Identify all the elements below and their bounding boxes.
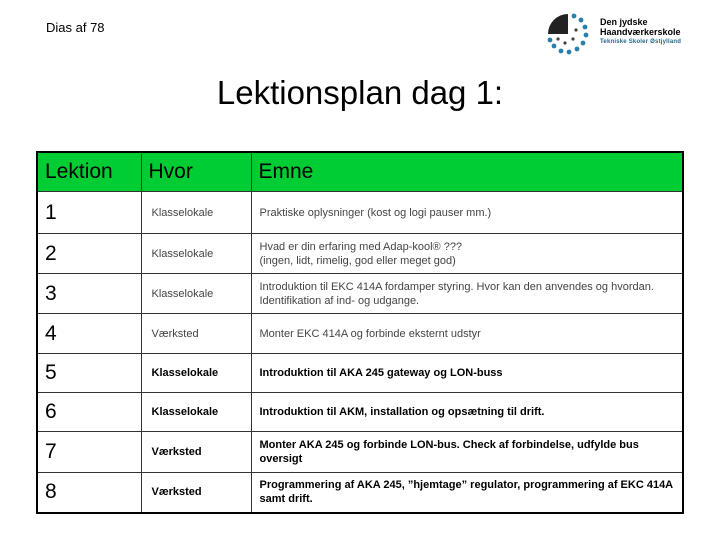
table-row: [37, 432, 683, 473]
lesson-number: 4: [37, 314, 141, 354]
header-lesson: Lektion: [37, 152, 141, 192]
lesson-number: 1: [37, 192, 141, 234]
logo-name: Den jydske Haandværkerskole: [600, 17, 681, 37]
table-row: [37, 274, 683, 314]
lesson-topic: Programmering af AKA 245, ”hjemtage” regulator, programmering af EKC 414A samt drift.: [251, 473, 683, 513]
table-row: [37, 314, 683, 354]
table-row: [37, 234, 683, 274]
header-where: Hvor: [141, 152, 251, 192]
header-topic: Emne: [251, 152, 683, 192]
lesson-location: Klasselokale: [141, 274, 251, 314]
lesson-location: Klasselokale: [141, 234, 251, 274]
lesson-topic: Hvad er din erfaring med Adap-kool® ??? (ingen, lidt, rimelig, god eller meget god): [251, 234, 683, 274]
lesson-location: Værksted: [141, 314, 251, 354]
table-header-row: [37, 152, 683, 192]
lesson-topic: Monter EKC 414A og forbinde eksternt udstyr: [251, 314, 683, 354]
school-logo: [540, 8, 690, 58]
lesson-location: Klasselokale: [141, 393, 251, 432]
lesson-location: Klasselokale: [141, 354, 251, 393]
lesson-number: 7: [37, 432, 141, 473]
lesson-plan-table: [36, 151, 684, 514]
lesson-topic: Monter AKA 245 og forbinde LON-bus. Check af forbindelse, udfylde bus oversigt: [251, 432, 683, 473]
lesson-topic: Introduktion til EKC 414A fordamper styring. Hvor kan den anvendes og hvordan. Identifikation af ind- og udgange.: [251, 274, 683, 314]
lesson-number: 8: [37, 473, 141, 513]
lesson-location: Værksted: [141, 432, 251, 473]
lesson-location: Værksted: [141, 473, 251, 513]
logo-tagline: Tekniske Skoler Østjylland: [600, 39, 682, 45]
lesson-topic: Praktiske oplysninger (kost og logi pauser mm.): [251, 192, 683, 234]
lesson-topic: Introduktion til AKM, installation og opsætning til drift.: [251, 393, 683, 432]
lesson-topic: Introduktion til AKA 245 gateway og LON-buss: [251, 354, 683, 393]
lesson-number: 5: [37, 354, 141, 393]
table-row: [37, 354, 683, 393]
slide-counter: Dias af 78: [46, 20, 105, 35]
lesson-number: 6: [37, 393, 141, 432]
table-row: [37, 473, 683, 513]
page-title: Lektionsplan dag 1:: [216, 74, 504, 111]
logo-emblem-icon: [540, 8, 596, 58]
lesson-number: 2: [37, 234, 141, 274]
table-row: [37, 393, 683, 432]
lesson-number: 3: [37, 274, 141, 314]
table-row: [37, 192, 683, 234]
lesson-location: Klasselokale: [141, 192, 251, 234]
